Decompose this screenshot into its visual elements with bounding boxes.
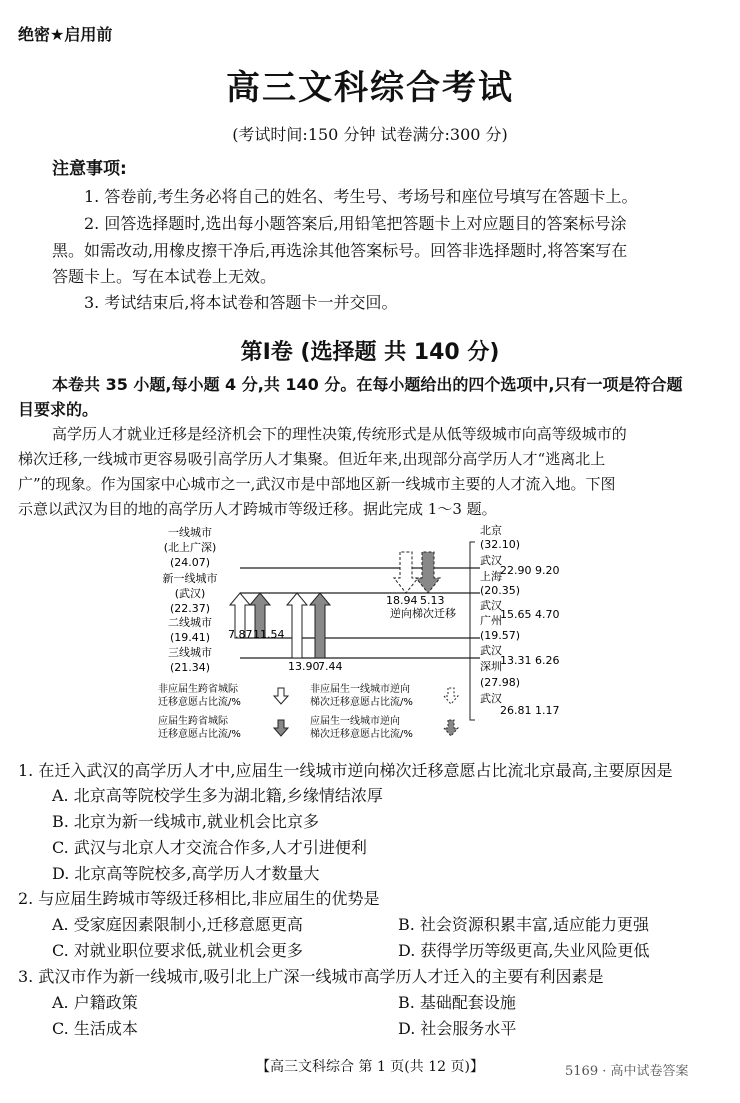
question-stem: 1. 在迁入武汉的高学历人才中,应届生一线城市逆向梯次迁移意愿占比流北京最高,主要原因是	[18, 761, 673, 780]
city-name: 北京	[480, 524, 502, 537]
legend-text: 迁移意愿占比流/%	[158, 729, 241, 740]
legend-text: 梯次迁移意愿占比流/%	[310, 729, 413, 740]
notice-line: 1. 答卷前,考生务必将自己的姓名、考生号、考场号和座位号填写在答题卡上。	[84, 187, 638, 206]
part-intro: 目要求的。	[18, 400, 99, 419]
notice-line: 3. 考试结束后,将本试卷和答题卡一并交回。	[84, 293, 398, 312]
question-option[interactable]: A. 户籍政策	[52, 993, 138, 1012]
part-intro: 本卷共 35 小题,每小题 4 分,共 140 分。在每小题给出的四个选项中,只有一项是符合题	[52, 375, 683, 394]
level-label: (21.34)	[169, 661, 211, 674]
part-title: 第Ⅰ卷 (选择题 共 140 分)	[240, 340, 500, 365]
legend-arrow-icon	[444, 688, 458, 704]
exam-subtitle: (考试时间:150 分钟 试卷满分:300 分)	[232, 125, 508, 144]
question-option[interactable]: D. 北京高等院校多,高学历人才数量大	[52, 864, 320, 883]
legend-text: 梯次迁移意愿占比流/%	[310, 697, 413, 708]
city-name: 深圳	[480, 660, 502, 673]
legend-arrow-icon	[444, 720, 458, 736]
city-name: 武汉	[480, 692, 502, 705]
city-name: 广州	[480, 614, 502, 627]
notice-line: 2. 回答选择题时,选出每小题答案后,用铅笔把答题卡上对应题目的答案标号涂	[84, 214, 627, 233]
corner-mark: 5169 · 高中试卷答案	[565, 1064, 689, 1079]
level-label: (北上广深)	[163, 541, 217, 554]
city-value: (27.98)	[480, 676, 521, 689]
question-option[interactable]: B. 基础配套设施	[398, 993, 516, 1012]
legend-text: 非应届生跨省城际	[158, 684, 238, 695]
flow-value: 26.81	[500, 704, 532, 717]
down-arrow-icon	[394, 552, 418, 593]
passage-line: 示意以武汉为目的地的高学历人才跨城市等级迁移。据此完成 1～3 题。	[18, 500, 497, 518]
legend-arrow-icon	[274, 720, 288, 736]
flow-value: 9.20	[535, 564, 560, 577]
legend-text: 迁移意愿占比流/%	[158, 697, 241, 708]
city-name: 武汉	[480, 644, 502, 657]
level-label: (19.41)	[169, 631, 211, 644]
exam-title: 高三文科综合考试	[226, 68, 514, 108]
page-footer: 【高三文科综合 第 1 页(共 12 页)】	[256, 1059, 484, 1075]
level-label: 三线城市	[168, 646, 212, 659]
level-label: 新一线城市	[162, 572, 218, 585]
flow-value: 7.87	[228, 628, 253, 641]
migration-diagram	[140, 520, 680, 752]
flow-value: 15.65	[500, 608, 532, 621]
passage-line: 高学历人才就业迁移是经济机会下的理性决策,传统形式是从低等级城市向高等级城市的	[52, 425, 627, 443]
question-option[interactable]: A. 北京高等院校学生多为湖北籍,乡缘情结浓厚	[52, 786, 383, 805]
question-option[interactable]: C. 对就业职位要求低,就业机会更多	[52, 941, 303, 960]
question-option[interactable]: D. 获得学历等级更高,失业风险更低	[398, 941, 650, 960]
notice-line: 黑。如需改动,用橡皮擦干净后,再选涂其他答案标号。回答非选择题时,将答案写在	[52, 241, 628, 260]
legend-text: 非应届生一线城市逆向	[310, 684, 410, 695]
city-value: (19.57)	[480, 629, 521, 642]
question-option[interactable]: B. 北京为新一线城市,就业机会比京多	[52, 812, 320, 831]
level-label: (武汉)	[174, 587, 206, 600]
flow-value: 13.90	[288, 660, 320, 673]
question-stem: 2. 与应届生跨城市等级迁移相比,非应届生的优势是	[18, 889, 380, 908]
flow-value: 7.44	[318, 660, 343, 673]
question-option[interactable]: C. 武汉与北京人才交流合作多,人才引进便利	[52, 838, 367, 857]
passage-line: 梯次迁移,一线城市更容易吸引高学历人才集聚。但近年来,出现部分高学历人才“逃离北上	[18, 450, 606, 468]
question-option[interactable]: A. 受家庭因素限制小,迁移意愿更高	[52, 915, 303, 934]
question-option[interactable]: B. 社会资源积累丰富,适应能力更强	[398, 915, 650, 934]
up-arrow-icon	[287, 593, 307, 658]
level-label: (24.07)	[169, 556, 211, 569]
flow-value: 11.54	[253, 628, 285, 641]
down-arrow-icon	[416, 552, 440, 593]
level-label: 二线城市	[168, 616, 212, 629]
city-name: 上海	[480, 570, 502, 583]
notice-line: 答题卡上。写在本试卷上无效。	[52, 267, 277, 286]
bracket	[470, 542, 475, 720]
legend-arrow-icon	[274, 688, 288, 704]
question-option[interactable]: C. 生活成本	[52, 1019, 138, 1038]
confidential-mark: 绝密★启用前	[18, 25, 113, 44]
flow-value: 5.13	[420, 594, 445, 607]
flow-value: 18.94	[386, 594, 418, 607]
flow-value: 6.26	[535, 654, 560, 667]
city-value: (32.10)	[480, 538, 521, 551]
question-option[interactable]: D. 社会服务水平	[398, 1019, 517, 1038]
passage-line: 广”的现象。作为国家中心城市之一,武汉市是中部地区新一线城市主要的人才流入地。下图	[18, 475, 616, 493]
level-label: (22.37)	[169, 602, 211, 615]
flow-value: 4.70	[535, 608, 560, 621]
flow-value: 22.90	[500, 564, 532, 577]
flow-value: 1.17	[535, 704, 560, 717]
legend-text: 应届生跨省城际	[158, 716, 228, 727]
notice-heading: 注意事项:	[52, 159, 127, 179]
question-stem: 3. 武汉市作为新一线城市,吸引北上广深一线城市高学历人才迁入的主要有利因素是	[18, 967, 604, 986]
city-name: 武汉	[480, 554, 502, 567]
up-arrow-icon	[310, 593, 330, 658]
flow-value: 13.31	[500, 654, 532, 667]
level-label: 一线城市	[168, 526, 212, 539]
city-value: (20.35)	[480, 584, 521, 597]
reverse-label: 逆向梯次迁移	[390, 607, 456, 620]
city-name: 武汉	[480, 599, 502, 612]
legend-text: 应届生一线城市逆向	[310, 716, 400, 727]
